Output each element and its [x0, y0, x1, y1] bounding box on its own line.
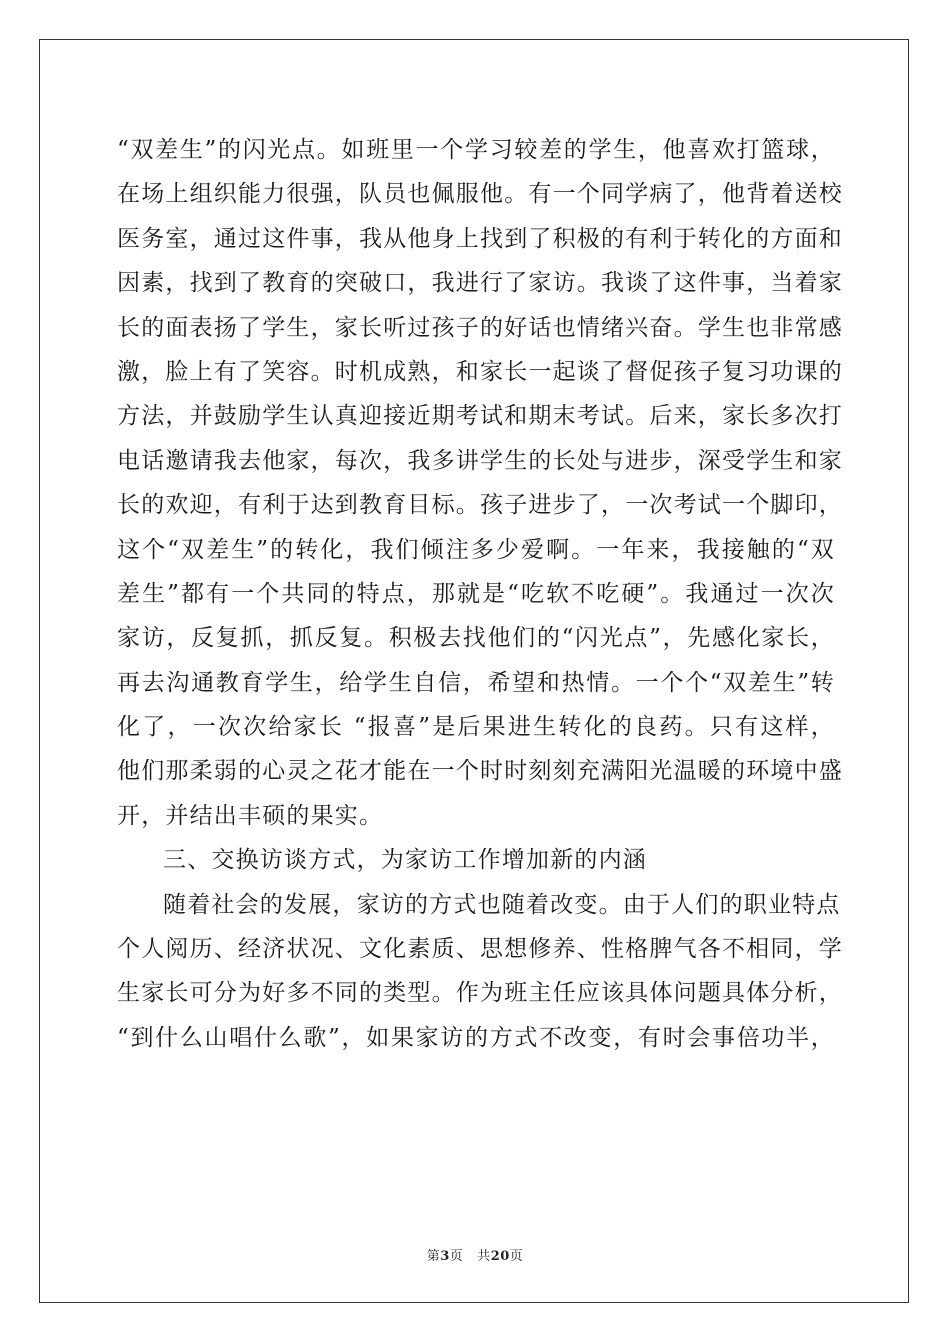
text-line-3: 医务室，通过这件事，我从他身上找到了积极的有利于转化的方面和	[117, 225, 843, 252]
text-line-6: 激，脸上有了笑容。时机成熟，和家长一起谈了督促孩子复习功课的	[117, 358, 843, 385]
text-line-2: 在场上组织能力很强，队员也佩服他。有一个同学病了，他背着送校	[117, 181, 843, 208]
text-line-10: 这个“双差生”的转化，我们倾注多少爱啊。一年来，我接触的“双	[117, 536, 835, 563]
page-suffix: 页	[449, 1249, 464, 1264]
document-body	[117, 128, 843, 1060]
text-line-18: 随着社会的发展，家访的方式也随着改变。由于人们的职业特点	[163, 891, 841, 918]
text-line-15: 他们那柔弱的心灵之花才能在一个时时刻刻充满阳光温暖的环境中盛	[117, 758, 843, 785]
text-line-21: “到什么山唱什么歌”，如果家访的方式不改变，有时会事倍功半，	[117, 1024, 835, 1051]
text-line-12: 家访，反复抓，抓反复。积极去找他们的“闪光点”，先感化家长，	[117, 625, 835, 652]
text-line-1: “双差生”的闪光点。如班里一个学习较差的学生，他喜欢打篮球，	[117, 137, 835, 163]
total-suffix: 页	[509, 1249, 524, 1264]
text-line-16: 开，并结出丰硕的果实。	[117, 802, 384, 829]
text-line-4: 因素，找到了教育的突破口，我进行了家访。我谈了这件事，当着家	[117, 270, 843, 297]
total-prefix: 共	[477, 1249, 491, 1264]
text-line-7: 方法，并鼓励学生认真迎接近期考试和期末考试。后来，家长多次打	[117, 403, 843, 430]
text-line-5: 长的面表扬了学生，家长听过孩子的好话也情绪兴奋。学生也非常感	[117, 314, 843, 341]
text-line-11: 差生”都有一个共同的特点，那就是“吃软不吃硬”。我通过一次次	[117, 580, 835, 607]
text-line-19: 个人阅历、经济状况、文化素质、思想修养、性格脾气各不相同，学	[117, 936, 843, 963]
section-heading: 三、交换访谈方式，为家访工作增加新的内涵	[163, 847, 647, 874]
text-line-14: 化了，一次次给家长 “报喜”是后果进生转化的良药。只有这样，	[117, 714, 835, 741]
text-line-8: 电话邀请我去他家，每次，我多讲学生的长处与进步，深受学生和家	[117, 447, 843, 474]
page-current: 3	[440, 1249, 450, 1264]
text-line-9: 长的欢迎，有利于达到教育目标。孩子进步了，一次考试一个脚印，	[117, 492, 843, 519]
page-total: 20	[490, 1249, 510, 1264]
text-line-13: 再去沟通教育学生，给学生自信，希望和热情。一个个“双差生”转	[117, 669, 835, 696]
page-prefix: 第	[426, 1249, 441, 1264]
page-footer	[0, 1245, 950, 1264]
text-line-20: 生家长可分为好多不同的类型。作为班主任应该具体问题具体分析，	[117, 980, 843, 1007]
